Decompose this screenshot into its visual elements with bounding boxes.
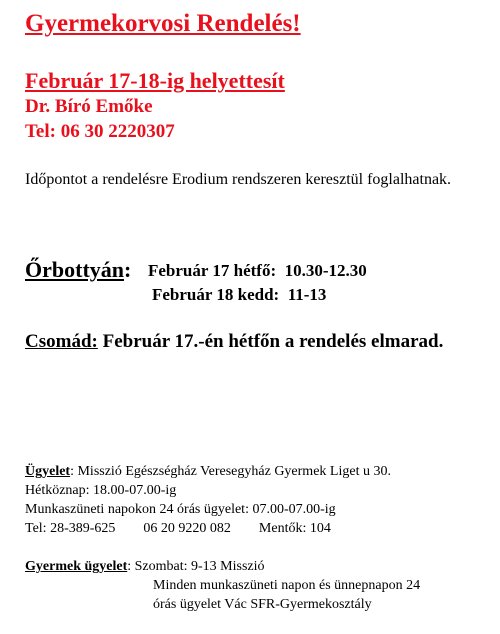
child-duty-holiday-line1: Minden munkaszüneti napon és ünnepnapon 24: [153, 578, 421, 593]
orbottyan-monday-day: Február 17 hétfő:: [148, 261, 277, 280]
duty-address: : Misszió Egészségház Veresegyház Gyermek Liget u 30.: [70, 464, 391, 479]
booking-note: Időpontot a rendelésre Erodium rendszeren keresztül foglalhatnak.: [25, 171, 452, 188]
child-duty-saturday: : Szombat: 9-13 Misszió: [127, 559, 265, 574]
child-duty-holiday-line2: órás ügyelet Vác SFR-Gyermekosztály: [153, 597, 372, 612]
doctor-name: Dr. Bíró Emőke: [25, 96, 153, 117]
csomad-notice: [25, 329, 495, 355]
page-title: Gyermekorvosi Rendelés!: [25, 10, 301, 37]
orbottyan-tuesday-day: Február 18 kedd:: [152, 285, 280, 304]
csomad-text: Február 17.-én hétfőn a rendelés elmarad.: [102, 331, 444, 352]
orbottyan-monday-time: 10.30-12.30: [284, 261, 367, 280]
duty-address-line: [25, 462, 391, 481]
duty-mobile: 06 20 9220 082: [143, 521, 231, 536]
orbottyan-colon: :: [124, 257, 132, 282]
orbottyan-tuesday-time: 11-13: [287, 285, 327, 304]
doctor-phone: Tel: 06 30 2220307: [25, 121, 175, 142]
duty-ambulance: Mentők: 104: [258, 521, 331, 536]
orbottyan-schedule-monday: [148, 261, 367, 281]
duty-label: Ügyelet: [25, 464, 71, 479]
duty-tel: Tel: 28-389-625: [25, 521, 116, 536]
child-duty-label: Gyermek ügyelet: [25, 559, 128, 574]
duty-phones: [25, 519, 331, 538]
orbottyan-schedule-tuesday: [152, 285, 326, 305]
substitution-heading: Február 17-18-ig helyettesít: [25, 68, 285, 93]
orbottyan-place: Őrbottyán: [25, 257, 124, 282]
duty-holiday: Munkaszüneti napokon 24 órás ügyelet: 07.00-07.00-ig: [25, 502, 336, 517]
child-duty-line: [25, 557, 265, 576]
orbottyan-heading: [25, 257, 131, 283]
csomad-place: Csomád:: [25, 331, 98, 352]
duty-weekday: Hétköznap: 18.00-07.00-ig: [25, 483, 177, 498]
